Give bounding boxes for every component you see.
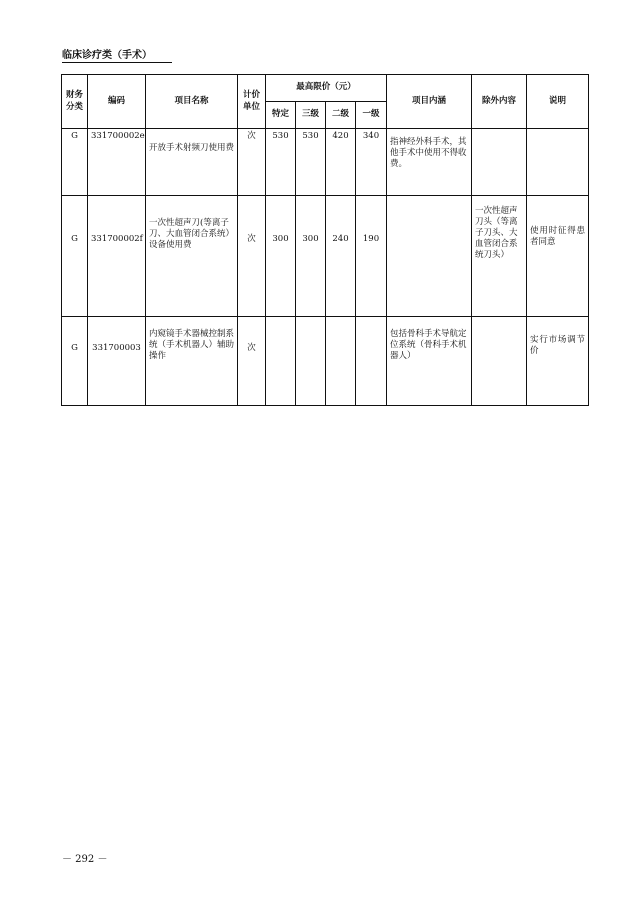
cell-level2: 240 [326, 196, 356, 317]
header-level3: 三级 [296, 102, 326, 129]
cell-code: 331700002f [88, 196, 146, 317]
cell-notes: 使用时征得患者同意 [527, 196, 589, 317]
cell-special: 530 [266, 129, 296, 196]
cell-unit: 次 [238, 129, 266, 196]
cell-code: 331700003 [88, 317, 146, 406]
cell-excluded: 一次性超声刀头（等离子刀头、大血管闭合系统刀头） [472, 196, 527, 317]
header-max-price: 最高限价（元） [266, 75, 387, 102]
price-table [61, 74, 589, 406]
cell-level1 [356, 317, 387, 406]
header-notes: 说明 [527, 75, 589, 129]
header-level2: 二级 [326, 102, 356, 129]
cell-name: 内窥镜手术器械控制系统（手术机器人）辅助操作 [146, 317, 238, 406]
page-number: － 292 － [62, 854, 108, 865]
header-content: 项目内涵 [387, 75, 472, 129]
header-unit: 计价单位 [238, 75, 266, 129]
section-title: 临床诊疗类（手术） [62, 46, 172, 63]
table-row [62, 129, 589, 196]
cell-level2: 420 [326, 129, 356, 196]
cell-name: 开放手术射频刀使用费 [146, 129, 238, 196]
cell-excluded [472, 317, 527, 406]
cell-category: G [62, 196, 88, 317]
cell-category: G [62, 317, 88, 406]
header-special: 特定 [266, 102, 296, 129]
header-category: 财务分类 [62, 75, 88, 129]
cell-level2 [326, 317, 356, 406]
cell-content [387, 196, 472, 317]
cell-content: 指神经外科手术，其他手术中使用不得收费。 [387, 129, 472, 196]
cell-special [266, 317, 296, 406]
cell-content: 包括骨科手术导航定位系统（骨科手术机器人） [387, 317, 472, 406]
cell-category: G [62, 129, 88, 196]
header-name: 项目名称 [146, 75, 238, 129]
table-row [62, 196, 589, 317]
cell-notes: 实行市场调节价 [527, 317, 589, 406]
header-level1: 一级 [356, 102, 387, 129]
header-excluded: 除外内容 [472, 75, 527, 129]
cell-level1: 340 [356, 129, 387, 196]
cell-name: 一次性超声刀(等离子刀、大血管闭合系统）设备使用费 [146, 196, 238, 317]
cell-level3: 300 [296, 196, 326, 317]
header-code: 编码 [88, 75, 146, 129]
cell-unit: 次 [238, 317, 266, 406]
table-row [62, 317, 589, 406]
cell-level3: 530 [296, 129, 326, 196]
cell-excluded [472, 129, 527, 196]
cell-special: 300 [266, 196, 296, 317]
cell-level1: 190 [356, 196, 387, 317]
cell-unit: 次 [238, 196, 266, 317]
cell-notes [527, 129, 589, 196]
cell-code: 331700002e [88, 129, 146, 196]
cell-level3 [296, 317, 326, 406]
